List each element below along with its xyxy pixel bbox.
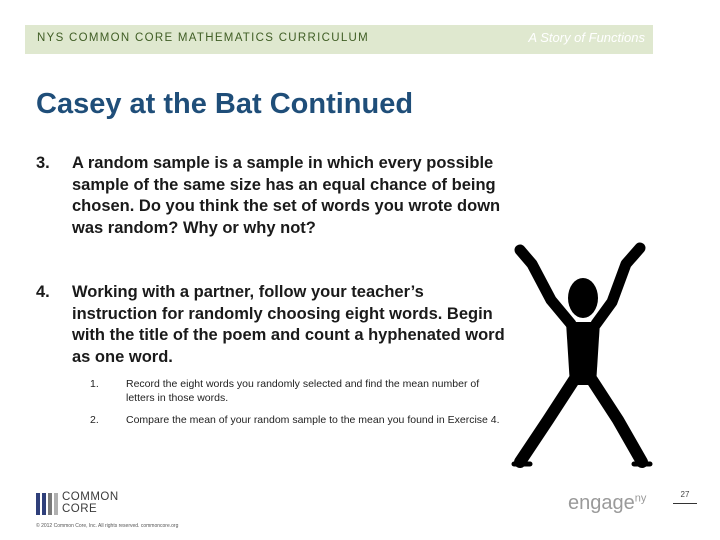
engageny-logo xyxy=(568,492,646,515)
page-number-underline xyxy=(673,503,697,504)
logo-line-1: COMMON xyxy=(62,491,119,503)
question-text: A random sample is a sample in which every possible sample of the same size has an equal chance of being chosen. Do you think the set of words you wrote down was random? Why or why not? xyxy=(72,154,501,237)
subitem-number: 2. xyxy=(90,414,99,426)
subitem-2 xyxy=(90,414,504,428)
subitem-text: Record the eight words you randomly selected and find the mean number of letters in those words. xyxy=(126,378,480,404)
curriculum-label: NYS COMMON CORE MATHEMATICS CURRICULUM xyxy=(37,32,370,44)
course-label: A Story of Functions xyxy=(528,30,645,45)
page-title: Casey at the Bat Continued xyxy=(36,88,414,120)
common-core-logo xyxy=(36,492,136,517)
question-3 xyxy=(36,153,506,239)
brand-superscript: ny xyxy=(634,492,647,505)
subitem-number: 1. xyxy=(90,378,99,390)
logo-text xyxy=(62,492,119,515)
logo-bars-icon xyxy=(36,493,58,515)
question-number: 4. xyxy=(36,283,50,301)
copyright-text: © 2012 Common Core, Inc. All rights reserved. commoncore.org xyxy=(36,523,179,529)
question-4 xyxy=(36,282,506,368)
question-number: 3. xyxy=(36,154,50,172)
cheering-stick-figure-icon xyxy=(508,220,653,470)
subitem-1 xyxy=(90,378,504,405)
question-text: Working with a partner, follow your teacher’s instruction for randomly choosing eight words. Begin with the title of the poem and count a hyphenated word as one word. xyxy=(72,283,505,366)
header-banner xyxy=(25,25,653,54)
subitem-text: Compare the mean of your random sample to the mean you found in Exercise 4. xyxy=(126,414,500,426)
logo-line-2: CORE xyxy=(62,502,98,515)
page-number: 27 xyxy=(680,490,690,499)
brand-name: engage xyxy=(568,492,635,514)
